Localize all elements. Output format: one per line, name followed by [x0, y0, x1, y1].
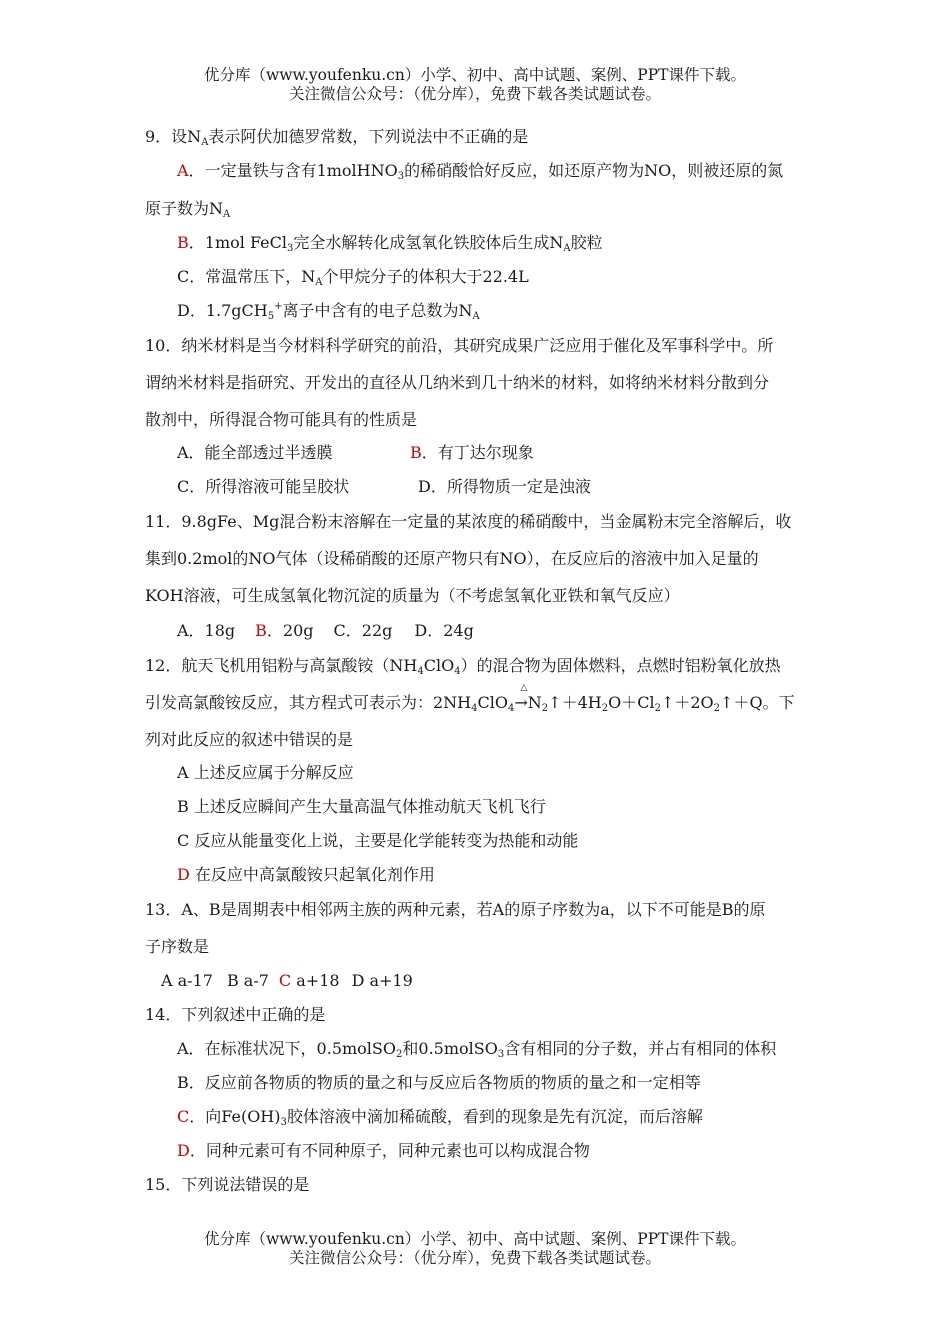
- q14-option-c: [177, 1107, 703, 1127]
- answer-mark: B: [177, 233, 189, 252]
- q11-option-b: ．20g: [266, 621, 314, 640]
- header-line-1: 优分库（www.youfenku.cn）小学、初中、高中试题、案例、PPT课件下载。: [203, 66, 747, 84]
- q12-eq-text-5: O＋Cl: [608, 693, 655, 712]
- q12-eq-text-4: ↑＋4H: [548, 693, 602, 712]
- answer-mark: B: [255, 621, 267, 640]
- q12-sub-2: 4: [454, 666, 461, 677]
- q12-eq-sub-2: 4: [508, 703, 515, 714]
- q13-option-b: B a-7: [226, 971, 269, 990]
- answer-mark: C: [278, 971, 292, 990]
- q9-option-a: [177, 161, 783, 181]
- answer-mark: B: [410, 443, 422, 462]
- q12-option-c: C 反应从能量变化上说，主要是化学能转变为热能和动能: [177, 831, 579, 850]
- q12-text-3: ）的混合物为固体燃料，点燃时铝粉氧化放热: [460, 656, 781, 675]
- q12-option-d: [177, 865, 435, 885]
- q9-stem-sub: A: [201, 137, 209, 148]
- q12-stem-2: [145, 683, 795, 714]
- q14-c-text: ．向Fe(OH): [189, 1107, 281, 1126]
- q14-d-text: ．同种元素可有不同种原子，同种元素也可以构成混合物: [189, 1141, 590, 1160]
- q12-eq-text-7: ↑＋Q。下: [720, 693, 795, 712]
- reaction-arrow: [514, 683, 528, 713]
- q12-stem-3: 列对此反应的叙述中错误的是: [145, 730, 354, 749]
- footer-line-2: 关注微信公众号：（优分库），免费下载各类试题试卷。: [288, 1249, 661, 1267]
- q9-c-text-2: 个甲烷分子的体积大于22.4L: [322, 267, 529, 286]
- q11-stem-3: KOH溶液，可生成氢氧化物沉淀的质量为（不考虑氢氧化亚铁和氧气反应）: [145, 586, 680, 605]
- q12-sub: 4: [417, 666, 424, 677]
- q9-d-sub-2: A: [472, 311, 480, 322]
- page-header: [0, 66, 950, 104]
- q14-option-b: B．反应前各物质的物质的量之和与反应后各物质的物质的量之和一定相等: [177, 1073, 701, 1092]
- q9-d-text-2: 离子中含有的电子总数为N: [282, 301, 473, 320]
- q11-option-c: C．22g: [333, 621, 393, 640]
- q12-eq-sub-3: 2: [541, 703, 549, 714]
- q9-b-text-2: 完全水解转化成氢氧化铁胶体后生成N: [293, 233, 564, 252]
- q10-stem-1: 10．纳米材料是当今材料科学研究的前沿，其研究成果广泛应用于催化及军事科学中。所: [145, 336, 774, 355]
- q9-option-b: [177, 233, 603, 253]
- q14-a-text-2: 和0.5molSO: [402, 1039, 498, 1058]
- q13-option-d: D a+19: [351, 971, 413, 990]
- q9-option-c: [177, 267, 529, 287]
- q9-b-text-3: 胶粒: [570, 233, 603, 252]
- q12-d-text: 在反应中高氯酸铵只起氧化剂作用: [189, 865, 435, 884]
- footer-line-1: 优分库（www.youfenku.cn）小学、初中、高中试题、案例、PPT课件下载。: [203, 1230, 747, 1248]
- q9-c-sub: A: [315, 277, 323, 288]
- q14-c-text-2: 胶体溶液中滴加稀硫酸，看到的现象是先有沉淀，而后溶解: [286, 1107, 703, 1126]
- q11-stem-2: 集到0.2mol的NO气体（设稀硝酸的还原产物只有NO），在反应后的溶液中加入足量的: [145, 549, 759, 568]
- q13-stem-1: 13．A、B是周期表中相邻两主族的两种元素，若A的原子序数为a，以下不可能是B的原: [145, 900, 766, 919]
- q15-stem: 15．下列说法错误的是: [145, 1175, 310, 1194]
- q9-stem-text: 9．设N: [145, 127, 202, 146]
- q9-option-d: [177, 301, 480, 321]
- answer-mark: D: [177, 865, 190, 884]
- q9-option-a-cont: [145, 199, 230, 219]
- q12-option-b: B 上述反应瞬间产生大量高温气体推动航天飞机飞行: [177, 797, 546, 816]
- q12-eq-text-6: ↑＋2O: [660, 693, 714, 712]
- q14-a-sub-2: 3: [497, 1049, 505, 1060]
- q10-stem-2: 谓纳米材料是指研究、开发出的直径从几纳米到几十纳米的材料，如将纳米材料分散到分: [145, 373, 770, 392]
- q9-a-text-3: 原子数为N: [145, 199, 224, 218]
- q11-options: [177, 621, 474, 641]
- q9-stem: [145, 127, 528, 147]
- q9-d-text: D．1.7gCH: [177, 301, 268, 320]
- q12-text: 12．航天飞机用铝粉与高氯酸铵（NH: [145, 656, 418, 675]
- page-footer: [0, 1230, 950, 1268]
- q9-b-sub-2: A: [563, 243, 571, 254]
- q9-a-sub: 3: [397, 171, 405, 182]
- q12-eq-sub: 4: [471, 703, 478, 714]
- q14-c-sub: 3: [280, 1117, 287, 1128]
- q14-a-text: A．在标准状况下，0.5molSO: [177, 1039, 397, 1058]
- q12-eq-sub-4: 2: [601, 703, 609, 714]
- heat-triangle-icon: △: [520, 683, 528, 693]
- q11-option-a: A．18g: [177, 621, 236, 640]
- q14-a-text-3: 含有相同的分子数，并占有相同的体积: [504, 1039, 777, 1058]
- q13-option-c: a+18: [291, 971, 340, 990]
- q14-option-a: [177, 1039, 776, 1059]
- answer-mark: C: [177, 1107, 190, 1126]
- q10-stem-3: 散剂中，所得混合物可能具有的性质是: [145, 410, 418, 429]
- q12-eq-text-2: ClO: [477, 693, 508, 712]
- q9-stem-text-2: 表示阿伏加德罗常数，下列说法中不正确的是: [208, 127, 529, 146]
- answer-mark: A: [177, 161, 189, 180]
- q11-stem-1: 11．9.8gFe、Mg混合粉末溶解在一定量的某浓度的稀硝酸中，当金属粉末完全溶解后，收: [145, 512, 792, 531]
- q10-option-d: D．所得物质一定是浊液: [418, 477, 591, 496]
- q12-option-a: A 上述反应属于分解反应: [177, 763, 354, 782]
- q12-stem-1: [145, 656, 781, 676]
- q12-eq-text-3: N: [527, 693, 542, 712]
- q10-b-text: ．有丁达尔现象: [421, 443, 534, 462]
- q12-text-2: ClO: [423, 656, 455, 675]
- header-line-2: 关注微信公众号：（优分库），免费下载各类试题试卷。: [288, 85, 661, 103]
- q12-eq-sub-5: 2: [654, 703, 661, 714]
- q9-a-text: ．一定量铁与含有1molHNO: [188, 161, 398, 180]
- q13-option-a: A a-17: [161, 971, 213, 990]
- q14-stem: 14．下列叙述中正确的是: [145, 1005, 326, 1024]
- q9-a-sub-2: A: [223, 209, 231, 220]
- q12-eq-sub-6: 2: [713, 703, 721, 714]
- q13-stem-2: 子序数是: [145, 937, 210, 956]
- q14-option-d: [177, 1141, 590, 1161]
- q10-option-c: C．所得溶液可能呈胶状: [177, 477, 350, 496]
- q14-a-sub: 2: [396, 1049, 403, 1060]
- q9-d-sub: 5: [267, 311, 275, 322]
- arrow-icon: →: [514, 693, 528, 712]
- q9-b-text: ．1mol FeCl: [188, 233, 288, 252]
- q10-option-a: A．能全部透过半透膜: [177, 443, 333, 462]
- q12-eq-text: 引发高氯酸铵反应，其方程式可表示为：2NH: [145, 693, 472, 712]
- q9-c-text: C．常温常压下，N: [177, 267, 316, 286]
- q9-a-text-2: 的稀硝酸恰好反应，如还原产物为NO，则被还原的氮: [404, 161, 784, 180]
- q9-d-sup: +: [274, 301, 283, 312]
- q11-option-d: D．24g: [414, 621, 474, 640]
- answer-mark: D: [177, 1141, 190, 1160]
- q13-options: [161, 971, 413, 991]
- q10-option-b: [410, 443, 534, 463]
- q9-b-sub: 3: [287, 243, 294, 254]
